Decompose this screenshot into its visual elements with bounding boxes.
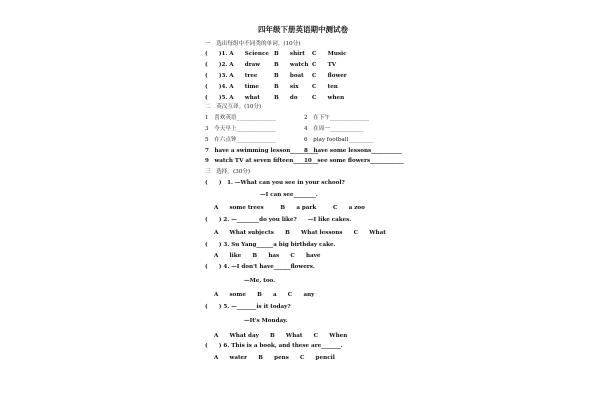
section-1-item: ( )1. A Science xyxy=(205,51,269,57)
section-1-item: ( )2. A draw xyxy=(205,62,261,68)
translation-item: 8 have some lessons___________ xyxy=(304,148,402,154)
section-1-option-b: B watch xyxy=(274,62,309,68)
question-line: ( ) 2. —________do you like? —I like cakes. xyxy=(205,217,352,223)
question-line: ( ) 1. —What can you see in your school? xyxy=(205,180,345,186)
translation-item: 10 see some flowers____________ xyxy=(304,158,404,164)
translation-item: 1 喜欢英语______________ xyxy=(205,115,276,121)
section-1-option-b: B do xyxy=(274,95,298,101)
question-line: ( ) 6. This is a book, and these are_______. xyxy=(205,343,343,349)
answer-options: A some trees B a park C a zoo xyxy=(214,205,365,211)
translation-item: 9 watch TV at seven fifteen_________ xyxy=(205,158,319,164)
answer-options: A What subjects B What lessons C What xyxy=(214,230,386,236)
translation-item: 7 have a swimming lesson__________ xyxy=(205,148,319,154)
section-1-item: ( )5. A what xyxy=(205,95,260,101)
section-2-heading: 二 英汉互译。(10分) xyxy=(205,104,262,110)
answer-options: A like B has C have xyxy=(214,253,321,259)
translation-item: 3 今天早上______________ xyxy=(205,126,276,132)
section-1-option-c: C when xyxy=(312,95,345,101)
question-line: —It's Monday. xyxy=(244,318,288,324)
page-title: 四年级下册英语期中测试卷 xyxy=(258,25,348,34)
section-1-option-c: C TV xyxy=(312,62,337,68)
section-1-option-c: C flower xyxy=(312,73,347,79)
question-line: ( ) 3. Su Yang______a big birthday cake. xyxy=(205,242,336,248)
section-1-heading: 一 选出每组中不同类的单词。(10分) xyxy=(205,41,301,47)
translation-item: 6 play football_________ xyxy=(304,137,374,143)
translation-item: 4 在周一____________ xyxy=(304,126,364,132)
translation-item: 2 在下午______________ xyxy=(304,115,370,121)
question-line: —I can see________. xyxy=(260,192,318,198)
section-1-option-c: C Music xyxy=(312,51,347,57)
section-1-option-b: B shirt xyxy=(274,51,305,57)
answer-options: A water B pens C pencil xyxy=(214,355,335,361)
translation-item: 5 在六点钟______________ xyxy=(205,137,276,143)
section-1-item: ( )3. A tree xyxy=(205,73,258,79)
question-line: ( ) 5. —_______is it today? xyxy=(205,304,291,310)
answer-options: A some B a C any xyxy=(214,292,315,298)
question-line: —Me, too. xyxy=(244,278,276,284)
section-1-item: ( )4. A time xyxy=(205,84,259,90)
answer-options: A What day B What C When xyxy=(214,333,348,339)
section-1-option-b: B six xyxy=(274,84,299,90)
section-3-heading: 三 选择。(30分) xyxy=(205,169,251,175)
section-1-option-b: B boat xyxy=(274,73,304,79)
question-line: ( ) 4. —I don't have______flowers. xyxy=(205,264,315,270)
section-1-option-c: C ten xyxy=(312,84,338,90)
